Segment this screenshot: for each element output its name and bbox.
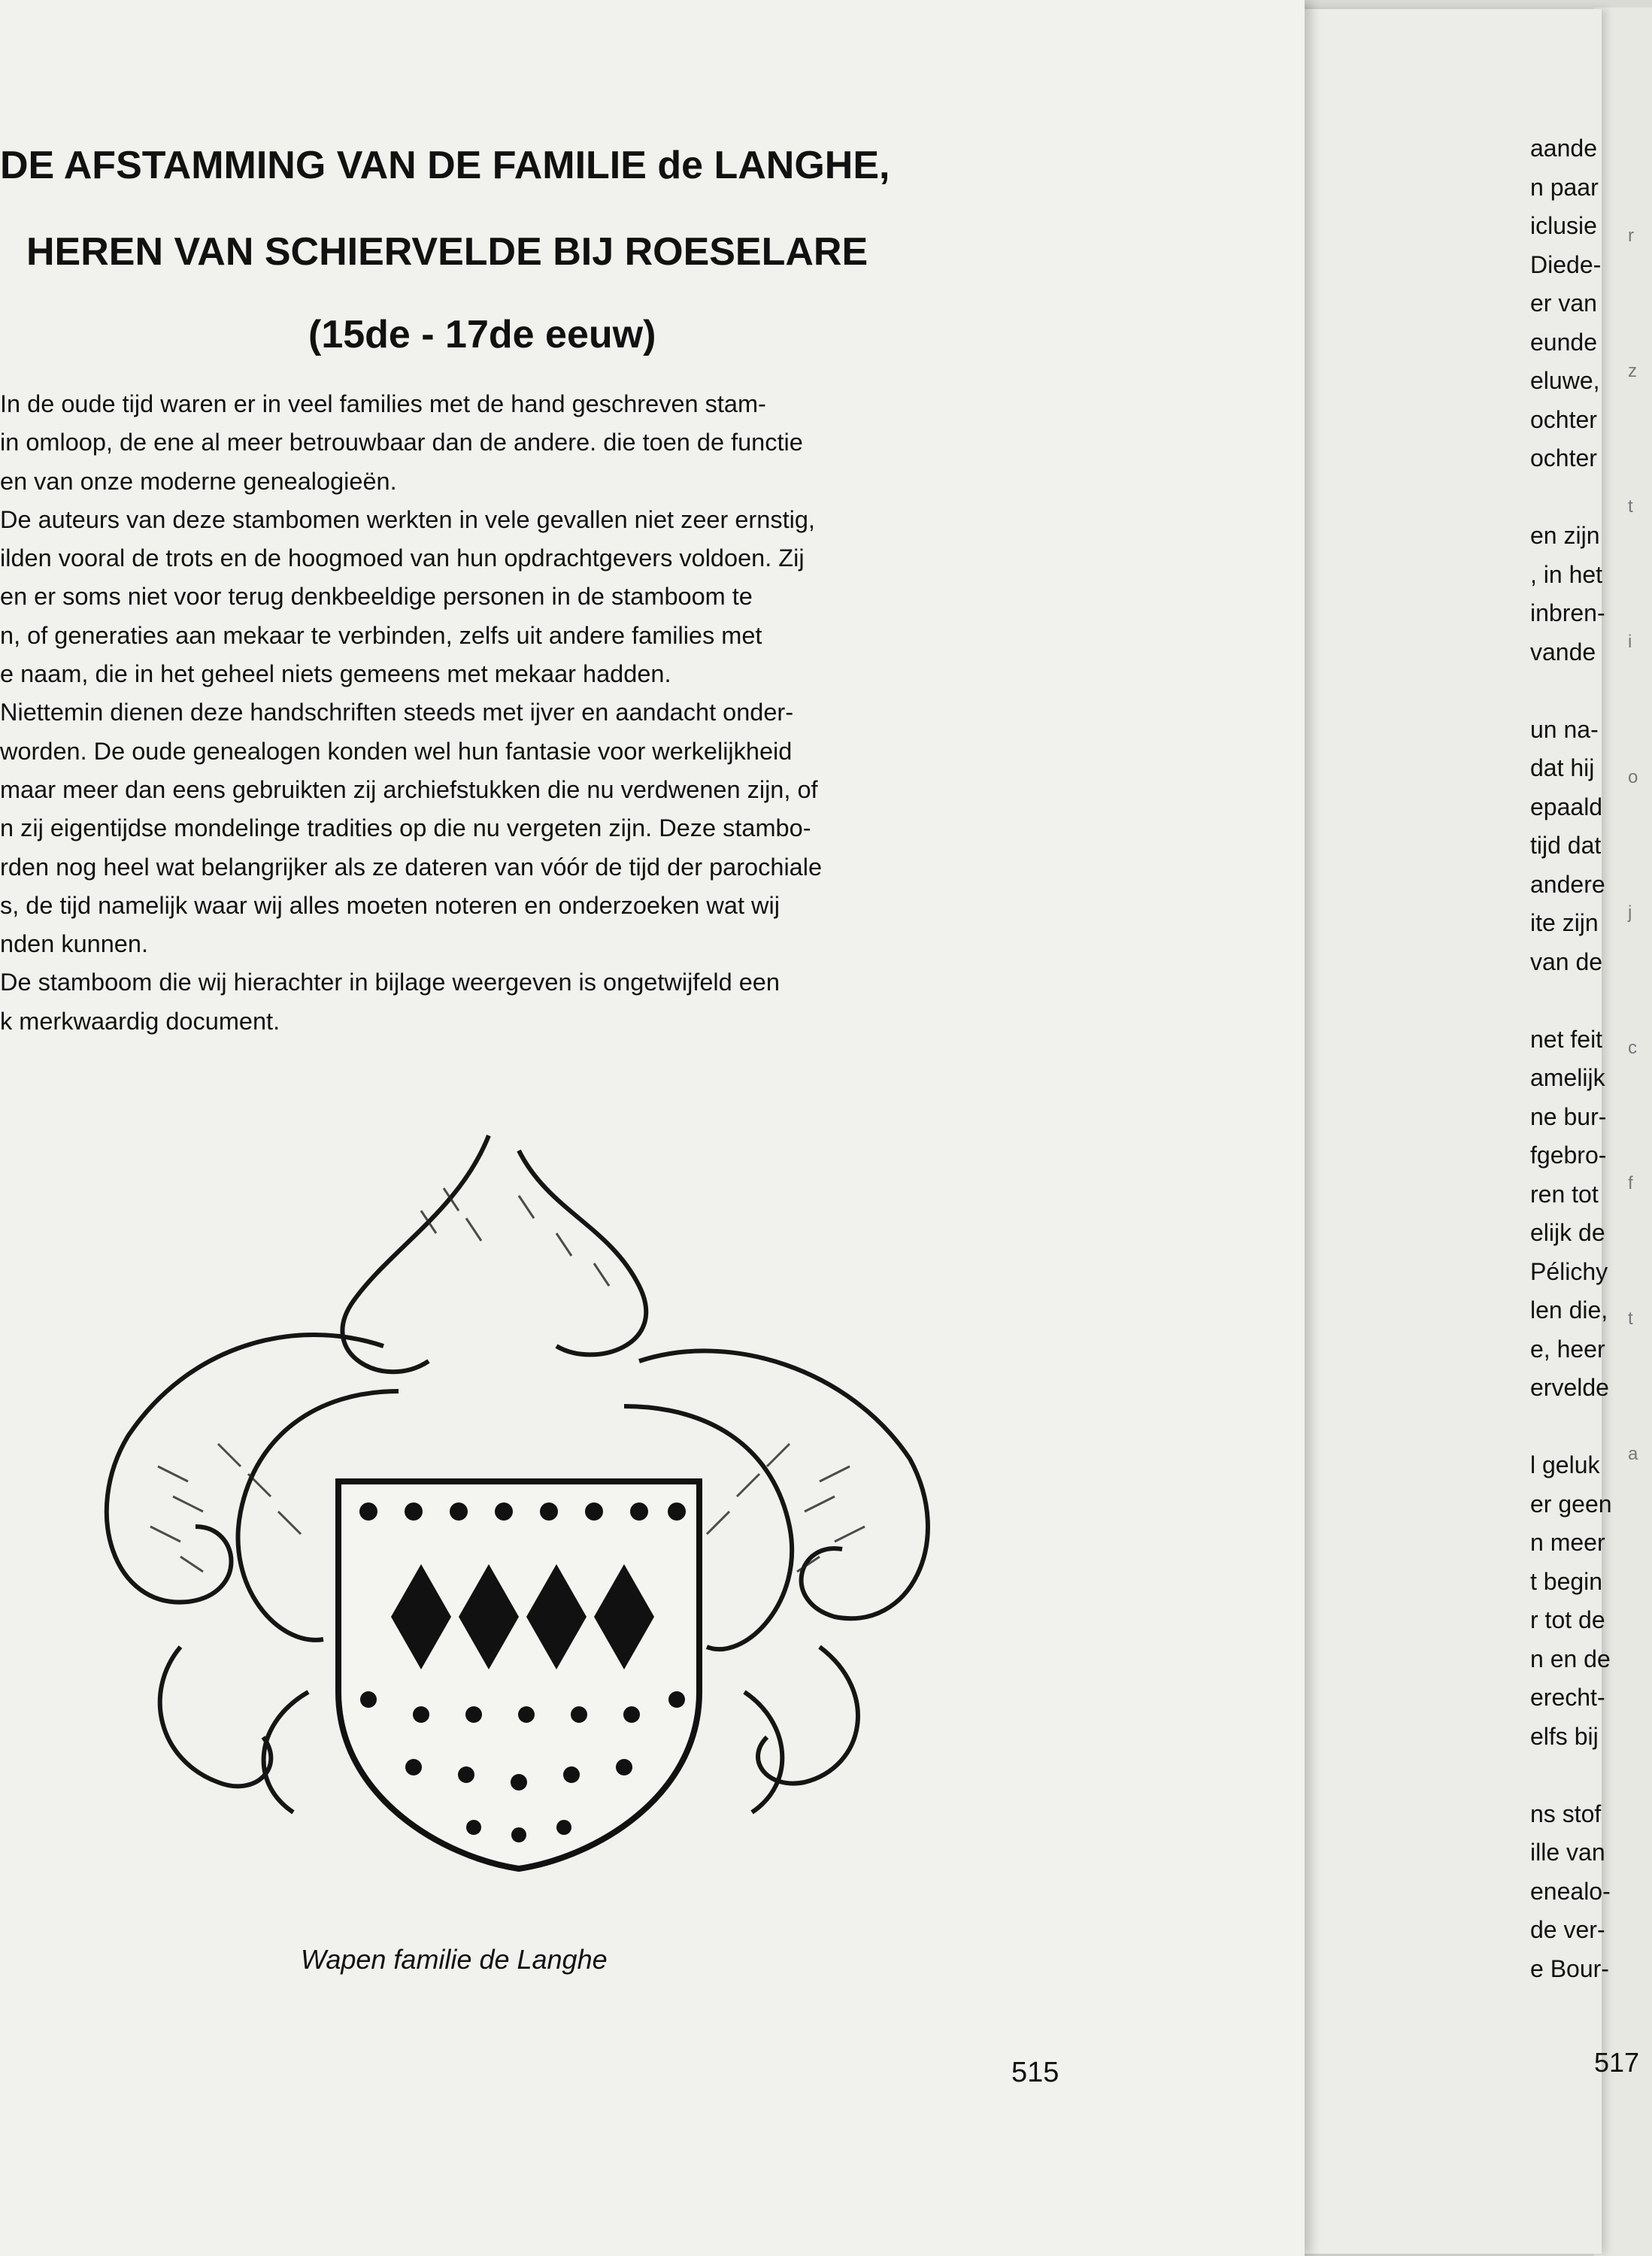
column-line: n en de (1530, 1645, 1611, 1672)
body-line: nden kunnen. (0, 930, 148, 958)
column-line: ne bur- (1530, 1102, 1607, 1130)
body-line: n, of generaties aan mekaar te verbinden, zelfs uit andere families met (0, 621, 762, 649)
column-line: r tot de (1530, 1606, 1605, 1633)
page-517-text-column (1530, 129, 1652, 1988)
column-line: amelijk (1530, 1064, 1605, 1091)
body-line: ilden vooral de trots en de hoogmoed van hun opdrachtgevers voldoen. Zij (0, 544, 805, 572)
column-line: n meer (1530, 1529, 1605, 1556)
column-line: iclusie (1530, 212, 1597, 239)
far-page-fragment: a (1628, 1444, 1638, 1464)
far-page-fragment: z (1628, 361, 1637, 381)
paragraph-gap (1530, 478, 1652, 517)
column-line: ite zijn (1530, 909, 1599, 936)
column-line: ervelde (1530, 1374, 1609, 1401)
column-line: t begin (1530, 1567, 1603, 1595)
column-line: , in het (1530, 560, 1603, 588)
column-line: de ver- (1530, 1916, 1605, 1943)
column-line: Diede- (1530, 250, 1602, 278)
column-line: elfs bij (1530, 1722, 1599, 1750)
column-line: eluwe, (1530, 367, 1600, 394)
paragraph-gap (1530, 1756, 1652, 1795)
column-line: epaald (1530, 793, 1603, 820)
far-page-fragment: f (1628, 1173, 1633, 1193)
article-body (0, 385, 1105, 1041)
column-line: ochter (1530, 405, 1597, 433)
body-line: rden nog heel wat belangrijker als ze dateren van vóór de tijd der parochiale (0, 853, 823, 881)
column-line: erecht- (1530, 1684, 1605, 1711)
column-line: ille van (1530, 1839, 1605, 1866)
far-page-fragment: r (1628, 226, 1634, 246)
body-line: In de oude tijd waren er in veel families met de hand geschreven stam- (0, 390, 766, 417)
column-line: len die, (1530, 1296, 1608, 1324)
column-line: dat hij (1530, 754, 1595, 781)
far-page-fragment: j (1628, 902, 1632, 923)
column-line: n paar (1530, 173, 1599, 201)
page-515-number: 515 (1011, 2057, 1059, 2088)
column-line: aande (1530, 135, 1597, 162)
column-line: van de (1530, 948, 1603, 975)
column-line: e Bour- (1530, 1954, 1609, 1982)
body-line: De auteurs van deze stambomen werkten in vele gevallen niet zeer ernstig, (0, 505, 815, 533)
body-line: k merkwaardig document. (0, 1007, 280, 1035)
page-517-number: 517 (1594, 2047, 1640, 2078)
body-line: De stamboom die wij hierachter in bijlage weergeven is ongetwijfeld een (0, 969, 780, 996)
body-line: e naam, die in het geheel niets gemeens met mekaar hadden. (0, 660, 671, 688)
column-line: net feit (1530, 1025, 1603, 1053)
coat-of-arms-illustration (68, 1120, 970, 1872)
far-page-fragment: c (1628, 1038, 1637, 1058)
illustration-caption: Wapen familie de Langhe (301, 1944, 608, 1975)
column-line: en zijn (1530, 522, 1600, 549)
column-line: ns stof (1530, 1800, 1602, 1827)
column-line: tijd dat (1530, 832, 1602, 859)
body-line: s, de tijd namelijk waar wij alles moeten noteren en onderzoeken wat wij (0, 891, 780, 919)
title-line-3: (15de - 17de eeuw) (308, 313, 656, 356)
body-line: worden. De oude genealogen konden wel hun fantasie voor werkelijkheid (0, 737, 793, 765)
column-line: vande (1530, 638, 1596, 666)
far-page-fragment: t (1628, 496, 1633, 517)
column-line: er geen (1530, 1490, 1612, 1518)
body-line: maar meer dan eens gebruikten zij archiefstukken die nu verdwenen zijn, of (0, 775, 818, 803)
column-line: elijk de (1530, 1219, 1605, 1246)
body-line: en van onze moderne genealogieën. (0, 467, 397, 495)
column-line: e, heer (1530, 1335, 1605, 1363)
far-page-fragment: o (1628, 767, 1638, 787)
column-line: ochter (1530, 444, 1597, 472)
column-line: eunde (1530, 328, 1597, 356)
column-line: andere (1530, 870, 1605, 898)
paragraph-gap (1530, 981, 1652, 1020)
far-page-fragment: t (1628, 1308, 1633, 1329)
column-line: er van (1530, 290, 1597, 317)
body-line: Niettemin dienen deze handschriften steeds met ijver en aandacht onder- (0, 699, 794, 726)
column-line: inbren- (1530, 599, 1605, 626)
title-line-1: DE AFSTAMMING VAN DE FAMILIE de LANGHE, (0, 144, 890, 187)
column-line: ren tot (1530, 1180, 1599, 1208)
body-line: in omloop, de ene al meer betrouwbaar dan de andere. die toen de functie (0, 429, 803, 456)
column-line: Pélichy (1530, 1257, 1608, 1285)
body-line: n zij eigentijdse mondelinge tradities op die nu vergeten zijn. Deze stambo- (0, 814, 811, 842)
column-line: un na- (1530, 715, 1599, 743)
column-line: fgebro- (1530, 1142, 1607, 1169)
far-page-fragment: i (1628, 632, 1632, 652)
paragraph-gap (1530, 672, 1652, 711)
paragraph-gap (1530, 1408, 1652, 1447)
column-line: enealo- (1530, 1877, 1611, 1905)
title-line-2: HEREN VAN SCHIERVELDE BIJ ROESELARE (26, 230, 868, 274)
column-line: l geluk (1530, 1451, 1600, 1478)
body-line: en er soms niet voor terug denkbeeldige personen in de stamboom te (0, 583, 753, 611)
